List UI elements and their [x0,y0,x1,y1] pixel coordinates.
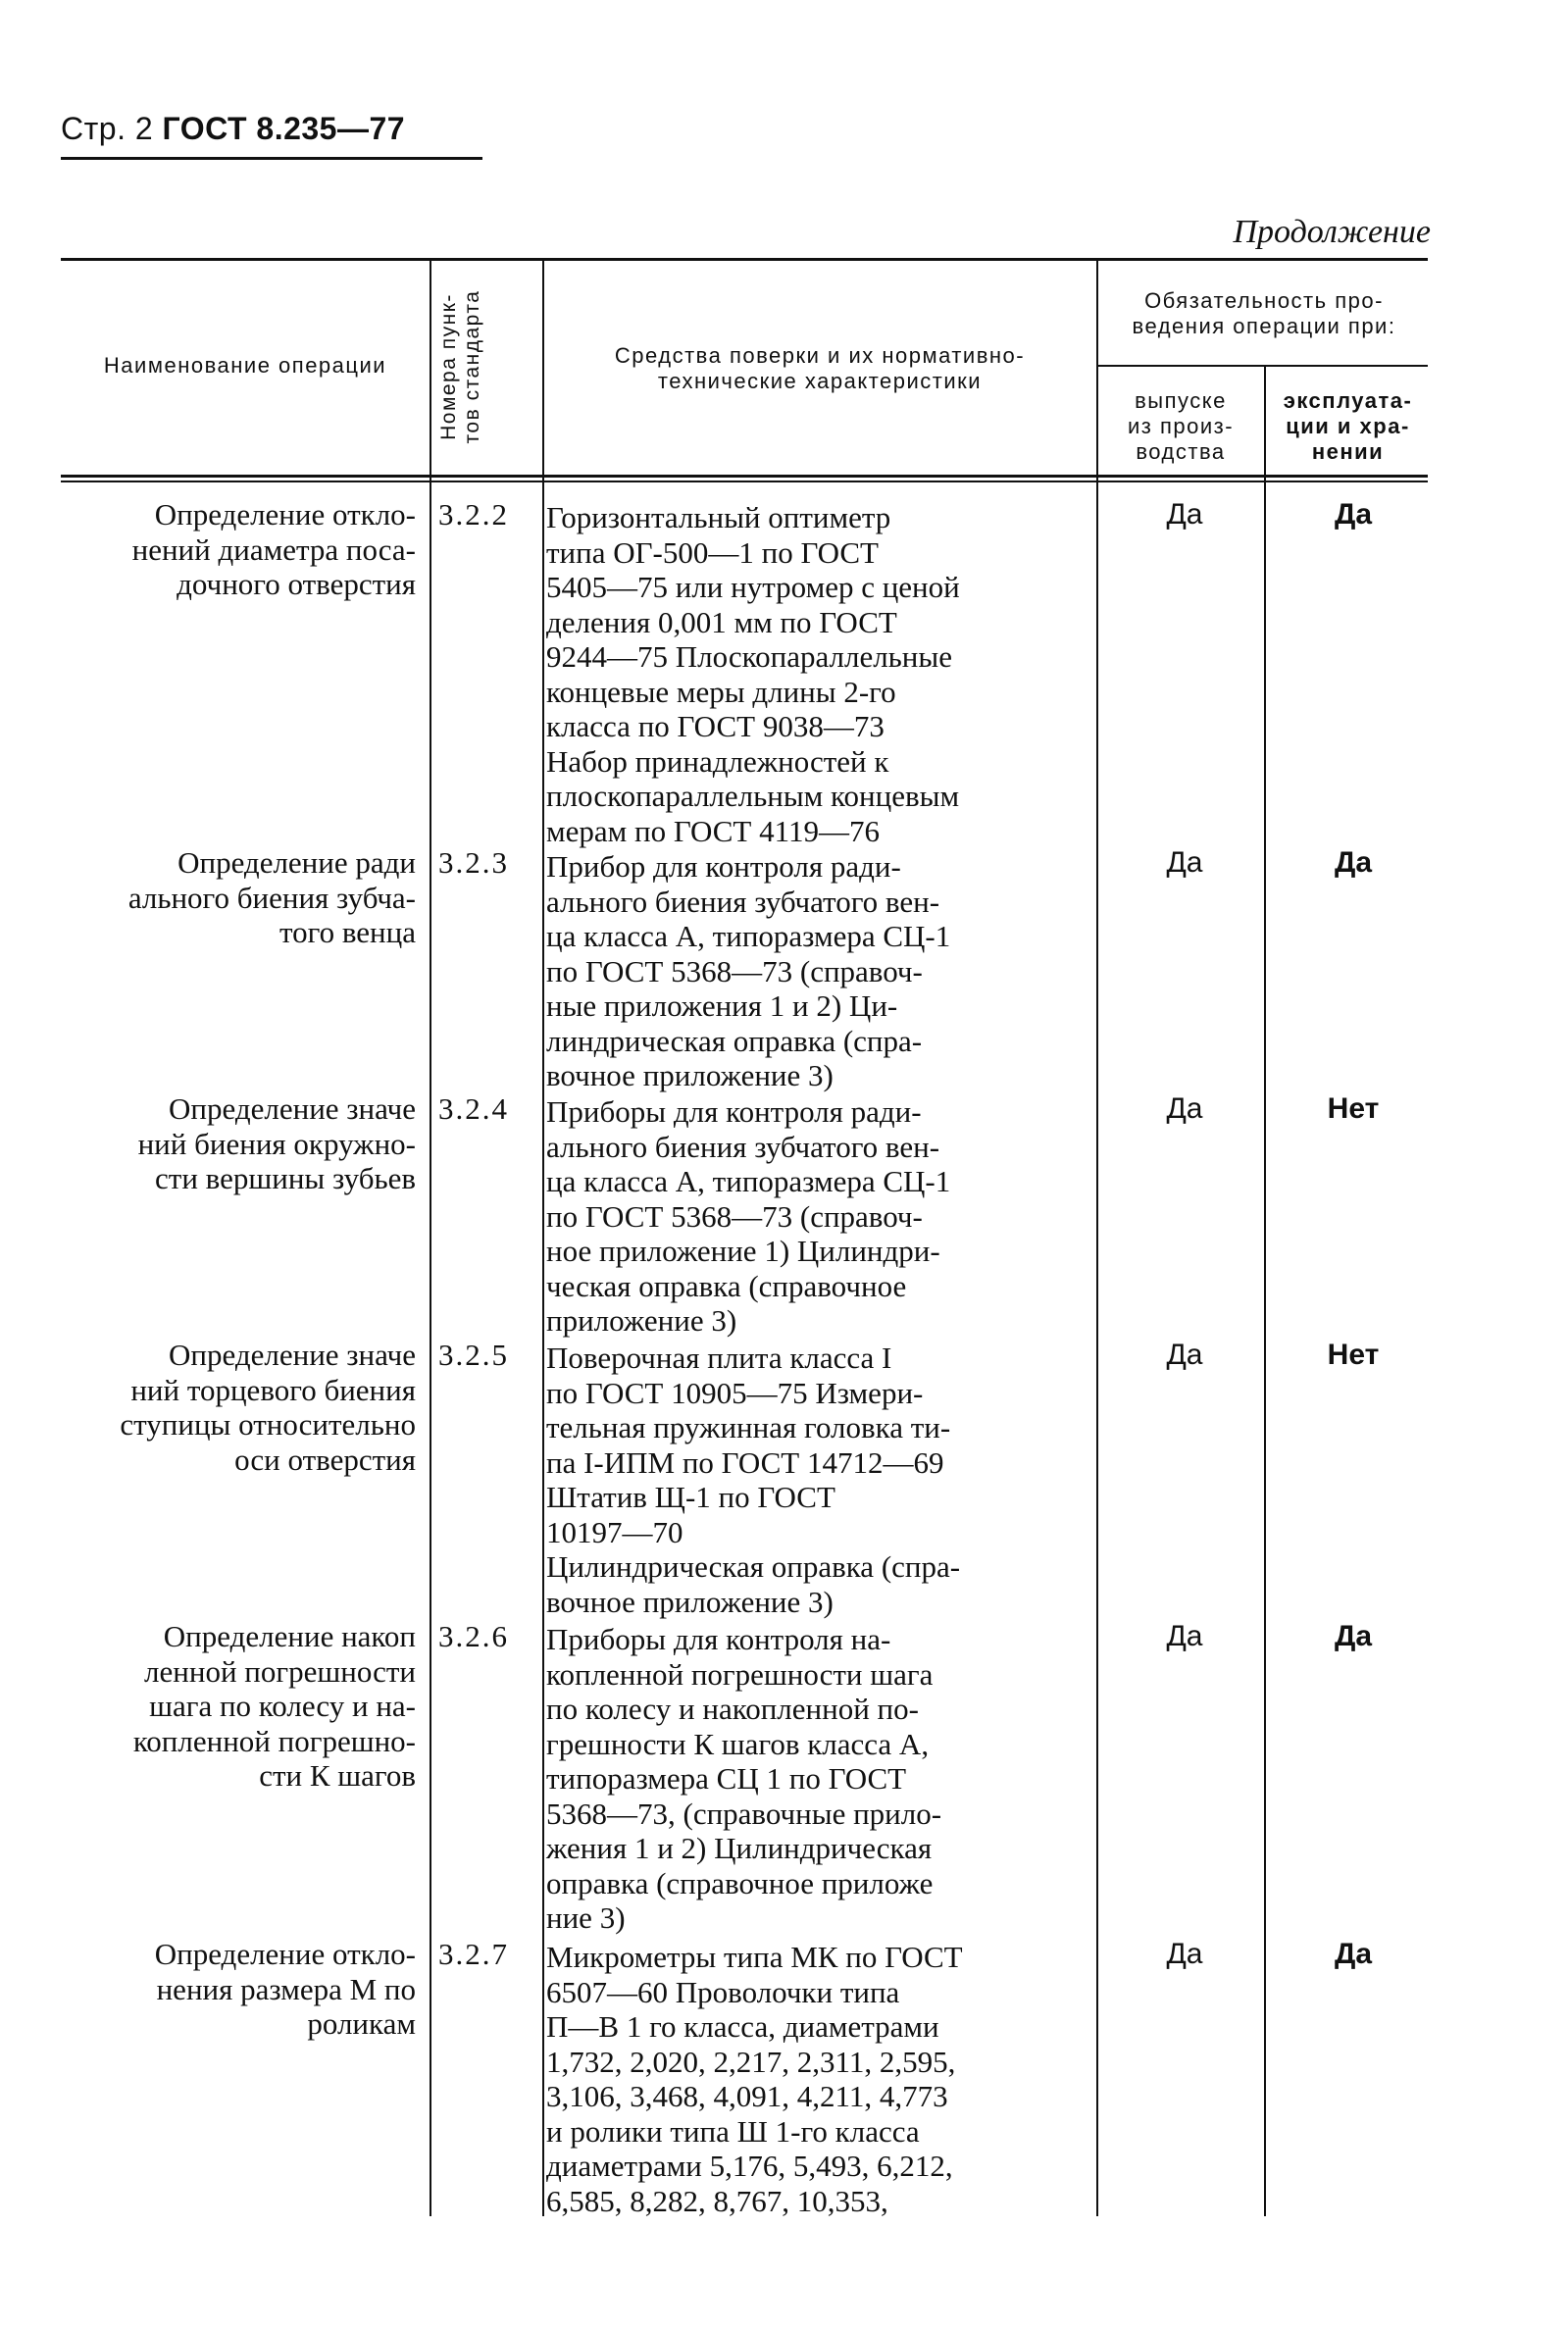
row-2-release: Да [1166,846,1203,879]
row-1-release: Да [1166,498,1203,531]
row-2-operation: Да [1334,846,1373,879]
continuation-label: Продолжение [1233,214,1431,250]
page-number: Стр. 2 [61,111,154,146]
col-separator-2 [542,258,544,2216]
row-2-operation-name: Определение ради ального биения зубча- того венца [127,845,416,949]
row-2-means: Прибор для контроля ради- ального биения зубчатого вен- ца класса А, типоразмера СЦ-1 по ГОСТ 5368—73 (справоч- ные приложения 1 и 2) Ци- линдрическая оправка (спра- вочное приложение 3) [546,849,951,1092]
row-5-operation: Да [1334,1620,1373,1652]
table-top-rule [61,258,1428,261]
header-operation-name: Наименование операции [103,353,387,378]
row-5-means: Приборы для контроля на- копленной погрешности шага по колесу и накопленной по- грешности К шагов класса А, типоразмера СЦ 1 по ГОСТ 5368—73, (справочные прило- жения 1 и 2) Цилиндрическая оправка (справочное приложе ние 3) [546,1622,942,1935]
row-6-clause-number: 3.2.7 [438,1937,509,1971]
standard-code: ГОСТ 8.235—77 [162,111,406,146]
header-bottom-rule [61,475,1428,478]
header-means: Средства поверки и их нормативно- технические характеристики [614,343,1026,393]
row-4-release: Да [1166,1339,1203,1371]
page-header [61,111,405,147]
row-1-clause-number: 3.2.2 [438,497,509,532]
row-3-clause-number: 3.2.4 [438,1091,509,1126]
row-3-release: Да [1166,1092,1203,1125]
row-4-clause-number: 3.2.5 [438,1338,509,1372]
row-3-means: Приборы для контроля ради- ального биения зубчатого вен- ца класса А, типоразмера СЦ-1 по ГОСТ 5368—73 (справоч- ное приложение 1) Цилиндри- ческая оправка (справочное приложение 3) [546,1094,951,1338]
row-5-operation-name: Определение накоп ленной погрешности шага по колесу и на- копленной погрешно- сти К шагов [132,1619,416,1793]
row-5-release: Да [1166,1620,1203,1652]
col-separator-3 [1096,258,1098,2216]
row-1-means: Горизонтальный оптиметр типа ОГ-500—1 по ГОСТ 5405—75 или нутромер с ценой деления 0,001 мм по ГОСТ 9244—75 Плоскопараллельные концевые меры длины 2-го класса по ГОСТ 9038—73 Набор принадлежностей к плоскопараллельным концевым мерам по ГОСТ 4119—76 [546,500,960,848]
row-6-operation-name: Определение откло- нения размера М по роликам [154,1937,416,2041]
row-4-operation-name: Определение значе ний торцевого биения ступицы относительно оси отверстия [120,1338,416,1477]
col-separator-1 [430,258,431,2216]
row-6-release: Да [1166,1938,1203,1970]
col-separator-4 [1264,367,1266,2216]
row-3-operation-name: Определение значе ний биения окружно- сти вершины зубьев [137,1091,416,1195]
row-4-means: Поверочная плита класса I по ГОСТ 10905—75 Измери- тельная пружинная головка ти- па I-ИПМ по ГОСТ 14712—69 Штатив Щ-1 по ГОСТ 10197—70 Цилиндрическая оправка (спра- вочное приложение 3) [546,1341,961,1619]
header-bottom-rule-2 [61,481,1428,482]
row-4-operation: Нет [1327,1339,1380,1371]
header-mandatory: Обязательность про- ведения операции при: [1132,288,1396,338]
row-1-operation-name: Определение откло- нений диаметра поса- дочного отверстия [131,497,416,601]
header-rule [61,157,482,160]
header-operation: эксплуата- ции и хра- нении [1283,388,1413,464]
header-release: выпуске из произ- водства [1127,388,1235,464]
mandatory-group-rule [1096,365,1428,367]
header-clause-numbers: Номера пунк- тов стандарта [437,289,483,444]
row-5-clause-number: 3.2.6 [438,1619,509,1653]
row-6-operation: Да [1334,1938,1373,1970]
row-3-operation: Нет [1327,1092,1380,1125]
row-1-operation: Да [1334,498,1373,531]
row-6-means: Микрометры типа МК по ГОСТ 6507—60 Проволочки типа П—В 1 го класса, диаметрами 1,732, 2,020, 2,217, 2,311, 2,595, 3,106, 3,468, 4,091, 4,211, 4,773 и ролики типа Ш 1-го класса диаметрами 5,176, 5,493, 6,212, 6,585, 8,282, 8,767, 10,353, [546,1940,963,2218]
row-2-clause-number: 3.2.3 [438,845,509,880]
